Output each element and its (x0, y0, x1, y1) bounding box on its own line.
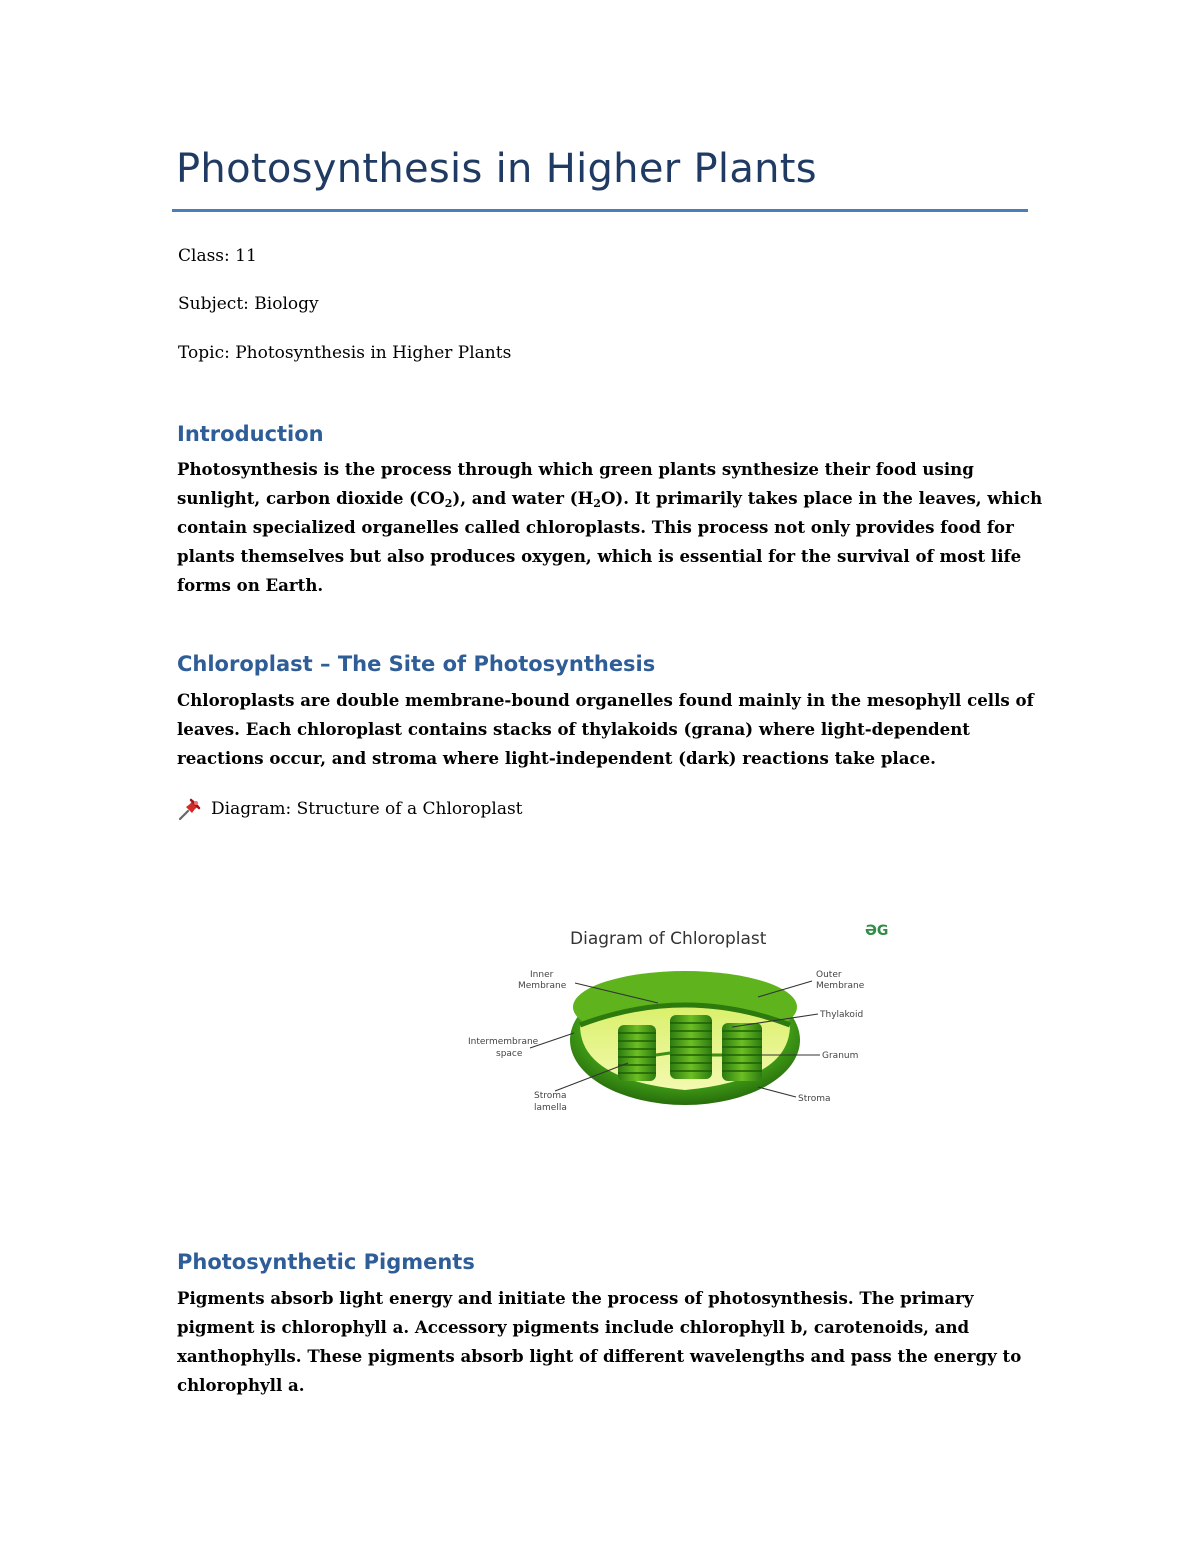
pushpin-icon (177, 796, 203, 822)
paragraph-line: Chloroplasts are double membrane-bound organelles found mainly in the mesophyll cells of (177, 690, 1034, 710)
paragraph-line: pigment is chlorophyll a. Accessory pigments include chlorophyll b, carotenoids, and (177, 1317, 970, 1337)
stroma-lamella-shape (656, 1053, 670, 1055)
paragraph-line: forms on Earth. (177, 575, 324, 595)
label-granum: Granum (822, 1051, 859, 1061)
introduction-heading: Introduction (177, 422, 324, 446)
label-intermembrane-space: Intermembrane (468, 1037, 539, 1047)
label-outer-membrane: Outer (816, 970, 842, 980)
diagram-caption-text: Diagram: Structure of a Chloroplast (211, 799, 523, 819)
label-thylakoid: Thylakoid (820, 1010, 864, 1020)
diagram-caption (177, 796, 523, 822)
granum-left (618, 1025, 656, 1081)
paragraph-line: sunlight, carbon dioxide $(CO_2)$, and water $(H_2O)$. It primarily takes place in the leaves, which (177, 488, 1043, 510)
svg-text:space: space (496, 1049, 523, 1059)
title-underline (172, 209, 1028, 212)
topic-line: Topic: Photosynthesis in Higher Plants (178, 343, 512, 363)
label-stroma-lamella: Stroma (534, 1091, 567, 1101)
pigments-paragraph (177, 1284, 1037, 1400)
paragraph-line: contain specialized organelles called chloroplasts. This process not only provides food for (177, 517, 1014, 537)
label-stroma: Stroma (798, 1094, 831, 1104)
paragraph-line: xanthophylls. These pigments absorb light of different wavelengths and pass the energy to (177, 1346, 1022, 1366)
paragraph-line: plants themselves but also produces oxygen, which is essential for the survival of most life (177, 546, 1022, 566)
svg-text:Membrane: Membrane (518, 981, 567, 991)
paragraph-line: Photosynthesis is the process through which green plants synthesize their food using (177, 459, 974, 479)
svg-text:lamella: lamella (534, 1103, 567, 1113)
granum-right (722, 1023, 762, 1081)
chloroplast-paragraph (177, 686, 1037, 773)
paragraph-line: chlorophyll a. (177, 1375, 305, 1395)
paragraph-line: reactions occur, and stroma where light-independent (dark) reactions take place. (177, 748, 936, 768)
diagram-title: Diagram of Chloroplast (570, 929, 767, 949)
class-line: Class: 11 (178, 246, 257, 266)
svg-text:Membrane: Membrane (816, 981, 865, 991)
subject-line: Subject: Biology (178, 294, 319, 314)
granum-middle (670, 1015, 712, 1079)
paragraph-line: leaves. Each chloroplast contains stacks of thylakoids (grana) where light-dependent (177, 719, 970, 739)
pigments-heading: Photosynthetic Pigments (177, 1250, 475, 1274)
logo-mark: ƏG (865, 923, 889, 939)
page-title: Photosynthesis in Higher Plants (176, 146, 817, 192)
label-inner-membrane: Inner (530, 970, 554, 980)
chloroplast-heading: Chloroplast – The Site of Photosynthesis (177, 652, 656, 676)
paragraph-line: Pigments absorb light energy and initiate the process of photosynthesis. The primary (177, 1288, 974, 1308)
introduction-paragraph (177, 455, 1043, 600)
chloroplast-diagram (460, 915, 900, 1125)
